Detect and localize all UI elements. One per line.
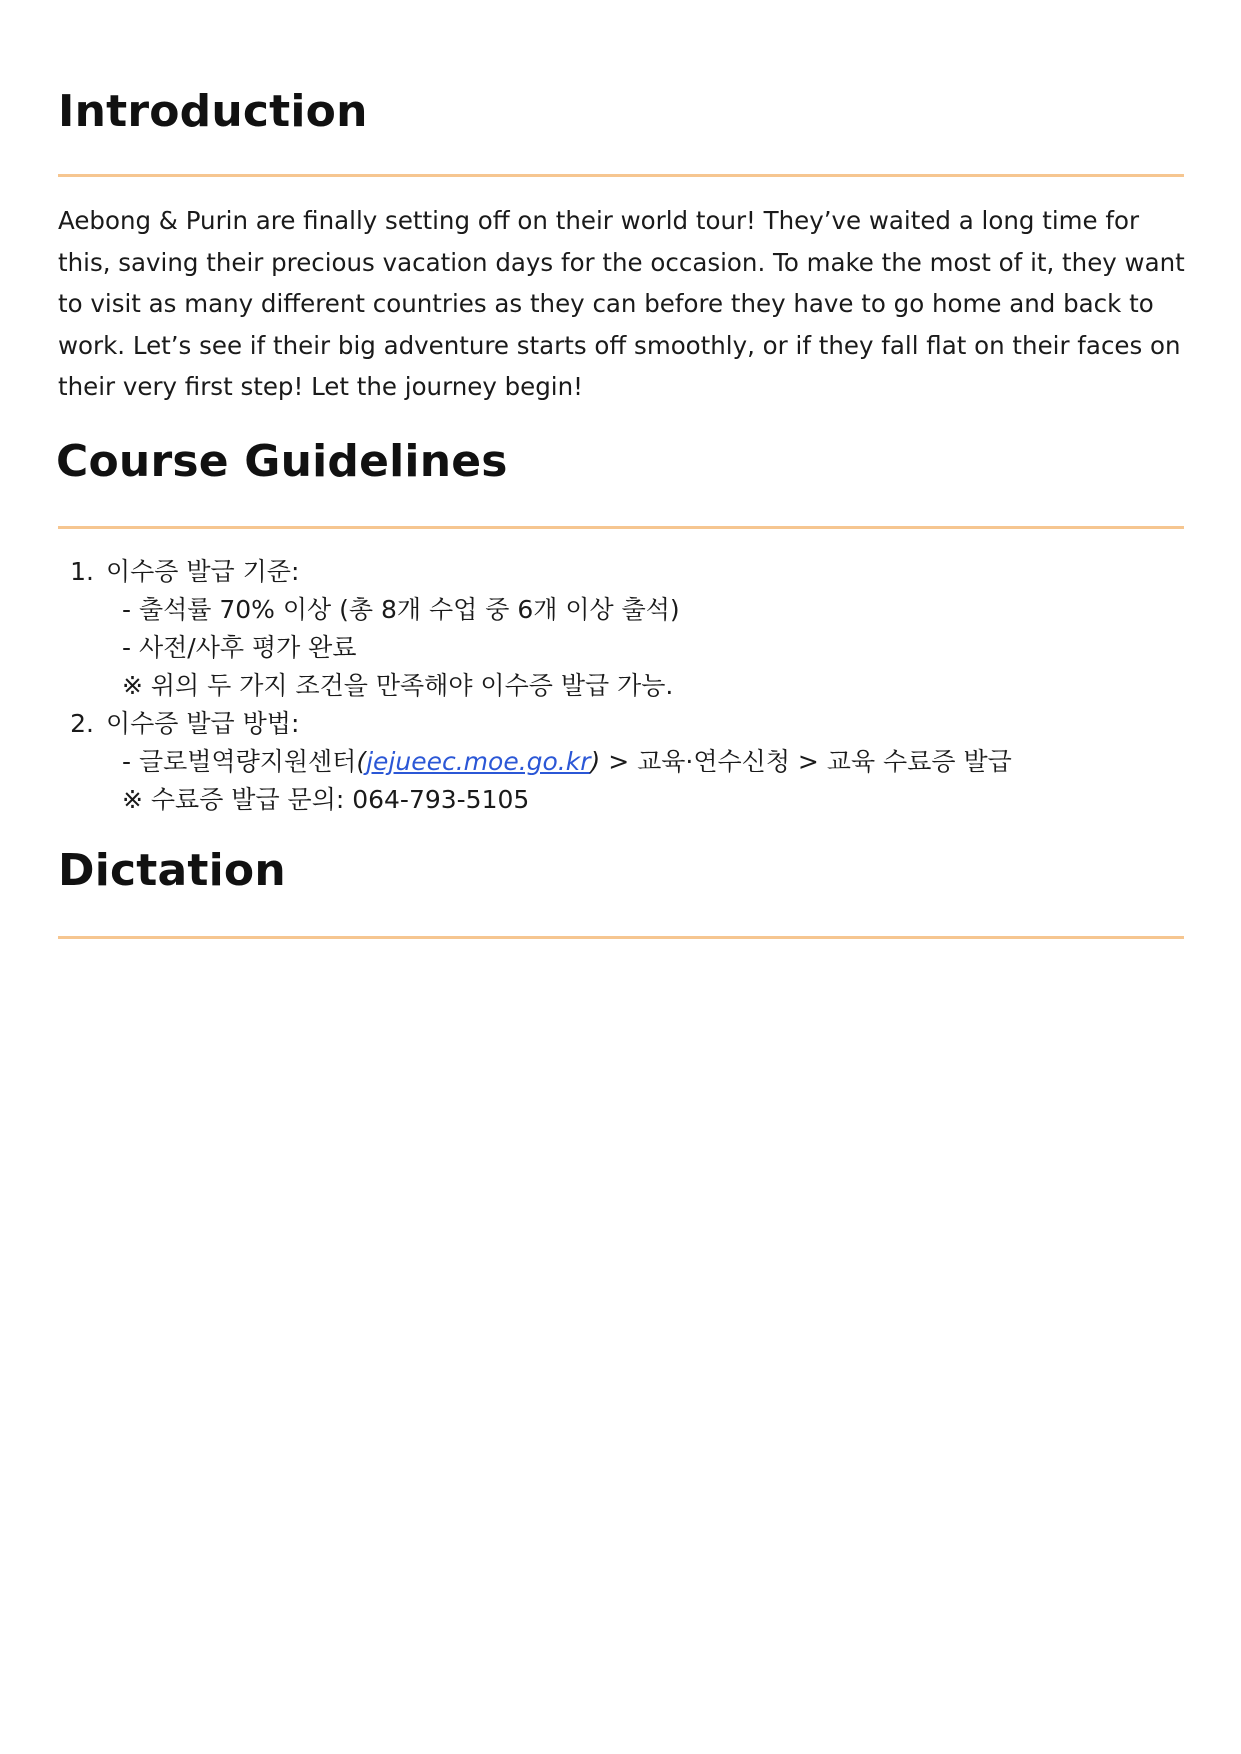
list-number: 1. [70, 557, 94, 586]
dictation-divider [58, 936, 1184, 939]
course-guidelines-heading: Course Guidelines [56, 436, 508, 487]
paren-open: ( [356, 747, 367, 776]
introduction-paragraph: Aebong & Purin are finally setting off on their world tour! They’ve waited a long time for this, saving their precious vacation days for the occasion. To make the most of it, they want to visit as many different countries as they can before they have to go home and back to work. Let’s see if their big adventure starts off smoothly, or if they fall flat on their faces on their very first step! Let the journey begin! [58, 206, 1185, 401]
introduction-heading: Introduction [58, 86, 368, 137]
course-guidelines-divider [58, 526, 1184, 529]
guidelines-list [58, 553, 1184, 819]
attendance-requirement: - 출석률 70% 이상 (총 8개 수업 중 6개 이상 출석) [122, 595, 680, 624]
criteria-heading: 이수증 발급 기준: [106, 557, 300, 586]
guideline-item-method [58, 705, 1184, 819]
assessment-requirement: - 사전/사후 평가 완료 [122, 633, 357, 662]
method-heading: 이수증 발급 방법: [106, 709, 300, 738]
center-website-link[interactable]: jejueec.moe.go.kr [366, 747, 591, 776]
guideline-item-criteria [58, 553, 1184, 705]
dictation-heading: Dictation [58, 845, 286, 896]
method-prefix: - 글로벌역량지원센터 [122, 747, 357, 776]
introduction-divider [58, 174, 1184, 177]
criteria-note: ※ 위의 두 가지 조건을 만족해야 이수증 발급 가능. [122, 671, 674, 700]
method-suffix: > 교육·연수신청 > 교육 수료증 발급 [600, 747, 1012, 776]
contact-note: ※ 수료증 발급 문의: 064-793-5105 [122, 785, 530, 814]
list-number: 2. [70, 709, 94, 738]
paren-close: ) [590, 747, 601, 776]
method-path [58, 743, 1184, 781]
